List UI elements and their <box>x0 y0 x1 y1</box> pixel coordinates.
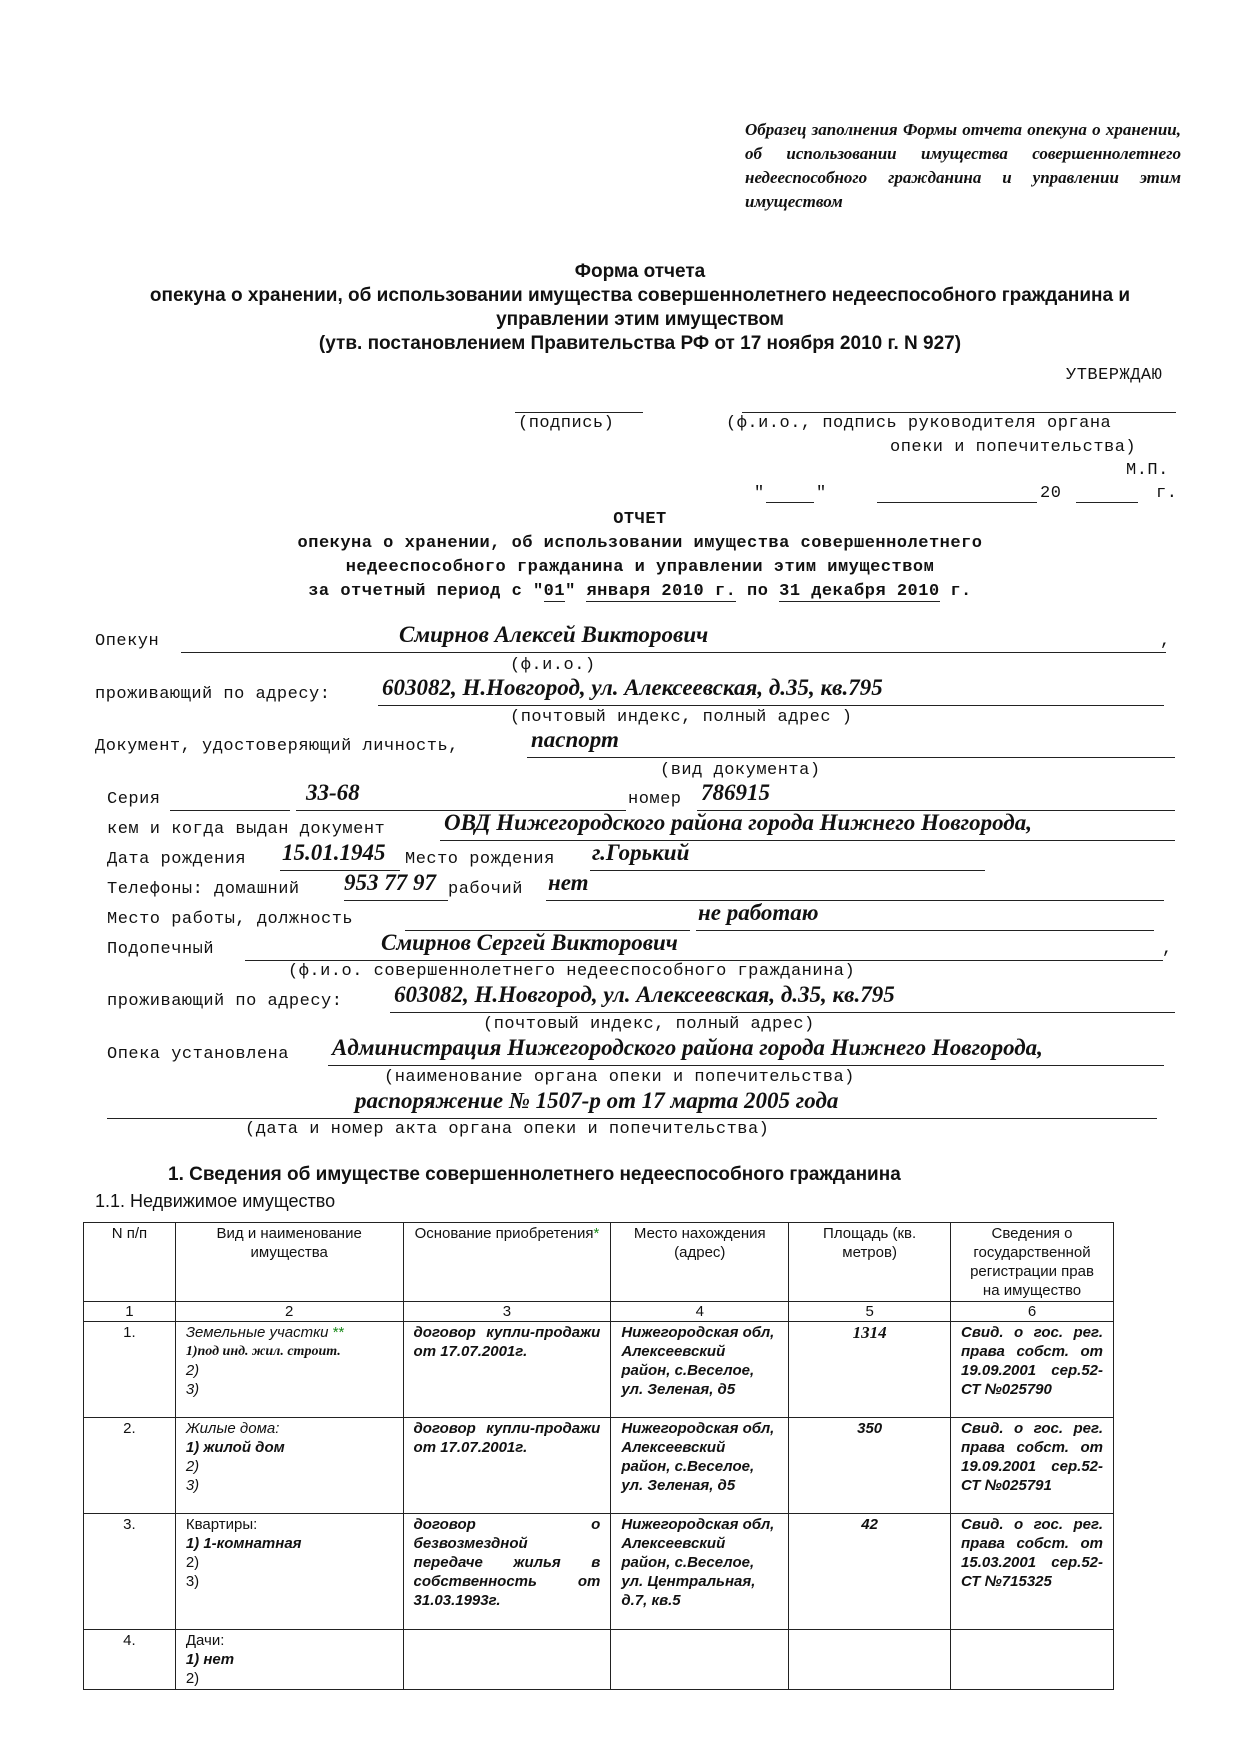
period-mid1: " <box>565 582 576 601</box>
mp-label: М.П. <box>1126 461 1169 480</box>
guardian-value: Смирнов Алексей Викторович <box>399 622 709 647</box>
signature-caption: (подпись) <box>518 414 615 433</box>
work-pre-line <box>405 900 690 931</box>
kind-title: Дачи: <box>185 1632 225 1649</box>
row-basis: договор купли-продажи от 17.07.2001г. <box>403 1322 611 1418</box>
date-year-suffix: г. <box>1156 484 1178 503</box>
date-quote-close: " <box>816 484 827 503</box>
row-area: 350 <box>789 1418 951 1514</box>
row-basis: договор о безвозмездной передаче жилья в собственность от 31.03.1993г. <box>403 1514 611 1630</box>
row-kind <box>175 1514 403 1630</box>
table-row <box>84 1322 1114 1418</box>
form-title <box>90 260 1190 356</box>
row-number: 4. <box>84 1630 176 1690</box>
header-cell: N п/п <box>84 1223 176 1302</box>
address-field[interactable] <box>378 675 1164 706</box>
report-period <box>90 580 1190 604</box>
kind-item: 3) <box>185 1381 200 1398</box>
kind-item: 1) жилой дом <box>185 1439 285 1456</box>
doc-field[interactable] <box>527 727 1175 758</box>
row-registration: Свид. о гос. рег. права собст. от 19.09.2001 сер.52-СТ №025790 <box>951 1322 1114 1418</box>
kind-title: Земельные участки <box>185 1324 329 1341</box>
fio-caption-1: (ф.и.о., подпись руководителя органа <box>726 414 1112 433</box>
address-label: проживающий по адресу: <box>95 685 331 704</box>
phones-label: Телефоны: домашний <box>107 880 300 899</box>
period-to: 31 декабря 2010 <box>779 582 940 601</box>
form-title-line4: (утв. постановлением Правительства РФ от 17 ноября 2010 г. N 927) <box>318 333 962 354</box>
kind-item: 1) 1-комнатная <box>185 1535 302 1552</box>
act-field[interactable] <box>107 1088 1157 1119</box>
period-suffix: г. <box>950 582 972 601</box>
series-label: Серия <box>107 790 161 809</box>
col-number: 5 <box>789 1302 951 1322</box>
table-row <box>84 1418 1114 1514</box>
row-basis[interactable] <box>403 1630 611 1690</box>
ward-address-label: проживающий по адресу: <box>107 992 343 1011</box>
issued-field[interactable] <box>440 810 1175 841</box>
guardian-label: Опекун <box>95 632 160 651</box>
col-number: 3 <box>403 1302 611 1322</box>
number-label: номер <box>628 790 682 809</box>
date-year-field[interactable] <box>1076 484 1138 503</box>
row-number: 1. <box>84 1322 176 1418</box>
report-heading <box>90 508 1190 604</box>
section-subtitle: 1.1. Недвижимое имущество <box>95 1191 336 1211</box>
table-row <box>84 1630 1114 1690</box>
series-field[interactable] <box>296 780 626 811</box>
table-header-row <box>84 1223 1114 1302</box>
form-title-line2: опекуна о хранении, об использовании имущества совершеннолетнего недееспособного гражданина и <box>149 285 1131 306</box>
work-field[interactable] <box>696 900 1154 931</box>
ward-address-value: 603082, Н.Новгород, ул. Алексеевская, д.35, кв.795 <box>394 982 895 1007</box>
table-row <box>84 1514 1114 1630</box>
work-value: не работаю <box>698 900 819 925</box>
row-kind <box>175 1630 403 1690</box>
row-number: 3. <box>84 1514 176 1630</box>
ward-caption: (ф.и.о. совершеннолетнего недееспособного гражданина) <box>288 962 856 981</box>
approve-label: УТВЕРЖДАЮ <box>1066 366 1163 385</box>
fio-line[interactable] <box>742 407 1176 413</box>
row-registration[interactable] <box>951 1630 1114 1690</box>
col-number: 4 <box>611 1302 789 1322</box>
signature-line[interactable] <box>515 407 643 413</box>
birthplace-field[interactable] <box>590 840 985 871</box>
fio-caption: (ф.и.о.) <box>510 656 596 675</box>
date-month-field[interactable] <box>877 484 1037 503</box>
form-title-line1: Форма отчета <box>574 261 706 282</box>
kind-star: ** <box>332 1324 345 1341</box>
period-prefix: за отчетный период с " <box>308 582 544 601</box>
kind-title: Жилые дома: <box>185 1420 280 1437</box>
row-number: 2. <box>84 1418 176 1514</box>
col-number: 6 <box>951 1302 1114 1322</box>
kind-item: 2) <box>185 1362 200 1379</box>
row-kind <box>175 1322 403 1418</box>
custody-field[interactable] <box>328 1035 1164 1066</box>
kind-item: 3) <box>185 1477 200 1494</box>
table-number-row <box>84 1302 1114 1322</box>
ward-comma: , <box>1162 940 1173 959</box>
kind-item: 1) нет <box>185 1651 235 1668</box>
report-line1: опекуна о хранении, об использовании имущества совершеннолетнего <box>297 534 983 553</box>
report-title: ОТЧЕТ <box>613 510 667 529</box>
header-basis-star: * <box>593 1225 600 1242</box>
birth-value: 15.01.1945 <box>282 840 386 865</box>
act-value: распоряжение № 1507-р от 17 марта 2005 года <box>355 1088 839 1113</box>
issued-label: кем и когда выдан документ <box>107 820 386 839</box>
col-number: 2 <box>175 1302 403 1322</box>
ward-label: Подопечный <box>107 940 215 959</box>
row-registration: Свид. о гос. рег. права собст. от 15.03.2001 сер.52-СТ №715325 <box>951 1514 1114 1630</box>
phone-work-label: рабочий <box>448 880 523 899</box>
period-from: января 2010 г. <box>586 582 737 601</box>
period-day: 01 <box>543 582 566 601</box>
guardian-comma: , <box>1160 632 1171 651</box>
form-title-line3: управлении этим имуществом <box>496 309 784 330</box>
period-mid2: по <box>747 582 769 601</box>
phone-work-value: нет <box>548 870 589 895</box>
doc-label: Документ, удостоверяющий личность, <box>95 737 459 756</box>
custody-caption: (наименование органа опеки и попечительства) <box>384 1068 855 1087</box>
number-value: 786915 <box>701 780 770 805</box>
fio-caption-2: опеки и попечительства) <box>890 438 1137 457</box>
row-registration: Свид. о гос. рег. права собст. от 19.09.2001 сер.52-СТ №025791 <box>951 1418 1114 1514</box>
guardian-field[interactable] <box>181 622 1166 653</box>
kind-item: 2) <box>185 1670 200 1687</box>
birth-label: Дата рождения <box>107 850 247 869</box>
series-pre-line <box>170 780 290 811</box>
row-basis: договор купли-продажи от 17.07.2001г. <box>403 1418 611 1514</box>
date-day-field[interactable] <box>766 484 814 503</box>
header-cell <box>403 1223 611 1302</box>
row-area: 1314 <box>789 1322 951 1418</box>
number-field[interactable] <box>697 780 1175 811</box>
phone-home-field[interactable] <box>344 870 448 901</box>
ward-address-caption: (почтовый индекс, полный адрес) <box>483 1015 815 1034</box>
birthplace-label: Место рождения <box>405 850 555 869</box>
row-area: 42 <box>789 1514 951 1630</box>
section-title: 1. Сведения об имуществе совершеннолетнего недееспособного гражданина <box>168 1164 901 1185</box>
address-value: 603082, Н.Новгород, ул. Алексеевская, д.35, кв.795 <box>382 675 883 700</box>
issued-value: ОВД Нижегородского района города Нижнего Новгорода, <box>444 810 1032 835</box>
address-caption: (почтовый индекс, полный адрес ) <box>510 708 853 727</box>
custody-value: Администрация Нижегородского района города Нижнего Новгорода, <box>332 1035 1043 1060</box>
real-estate-table <box>83 1222 1114 1690</box>
birth-field[interactable] <box>280 840 400 871</box>
row-place[interactable] <box>611 1630 789 1690</box>
row-place: Нижегородская обл, Алексеевский район, с.Веселое, ул. Зеленая, д5 <box>611 1418 789 1514</box>
row-kind <box>175 1418 403 1514</box>
date-year-prefix: 20 <box>1040 484 1062 503</box>
row-area[interactable] <box>789 1630 951 1690</box>
row-place: Нижегородская обл, Алексеевский район, с.Веселое, ул. Центральная, д.7, кв.5 <box>611 1514 789 1630</box>
kind-item: 1)под инд. жил. строит. <box>185 1344 341 1359</box>
header-basis-text: Основание приобретения <box>414 1225 594 1242</box>
ward-value: Смирнов Сергей Викторович <box>381 930 678 955</box>
kind-title: Квартиры: <box>185 1516 258 1533</box>
birthplace-value: г.Горький <box>592 840 690 865</box>
doc-caption: (вид документа) <box>660 761 821 780</box>
header-cell: Сведения о государственной регистрации прав на имущество <box>951 1223 1114 1302</box>
phone-home-value: 953 77 97 <box>344 870 436 895</box>
phone-work-field[interactable] <box>546 870 1164 901</box>
col-number: 1 <box>84 1302 176 1322</box>
report-line2: недееспособного гражданина и управлении этим имуществом <box>345 558 935 577</box>
kind-item: 2) <box>185 1554 200 1571</box>
date-quote-open: " <box>754 484 765 503</box>
doc-value: паспорт <box>531 727 619 752</box>
kind-item: 2) <box>185 1458 200 1475</box>
ward-field[interactable] <box>245 930 1163 961</box>
sample-note: Образец заполнения Формы отчета опекуна о хранении, об использовании имущества совершеннолетнего недееспособного гражданина и управлении этим имуществом <box>745 120 1181 211</box>
kind-item: 3) <box>185 1573 200 1590</box>
row-place: Нижегородская обл, Алексеевский район, с.Веселое, ул. Зеленая, д5 <box>611 1322 789 1418</box>
header-cell: Площадь (кв. метров) <box>789 1223 951 1302</box>
work-label: Место работы, должность <box>107 910 354 929</box>
ward-address-field[interactable] <box>390 982 1175 1013</box>
act-caption: (дата и номер акта органа опеки и попечительства) <box>245 1120 770 1139</box>
header-cell: Место нахождения (адрес) <box>611 1223 789 1302</box>
header-cell: Вид и наименование имущества <box>175 1223 403 1302</box>
series-value: 33-68 <box>306 780 360 805</box>
custody-label: Опека установлена <box>107 1045 289 1064</box>
